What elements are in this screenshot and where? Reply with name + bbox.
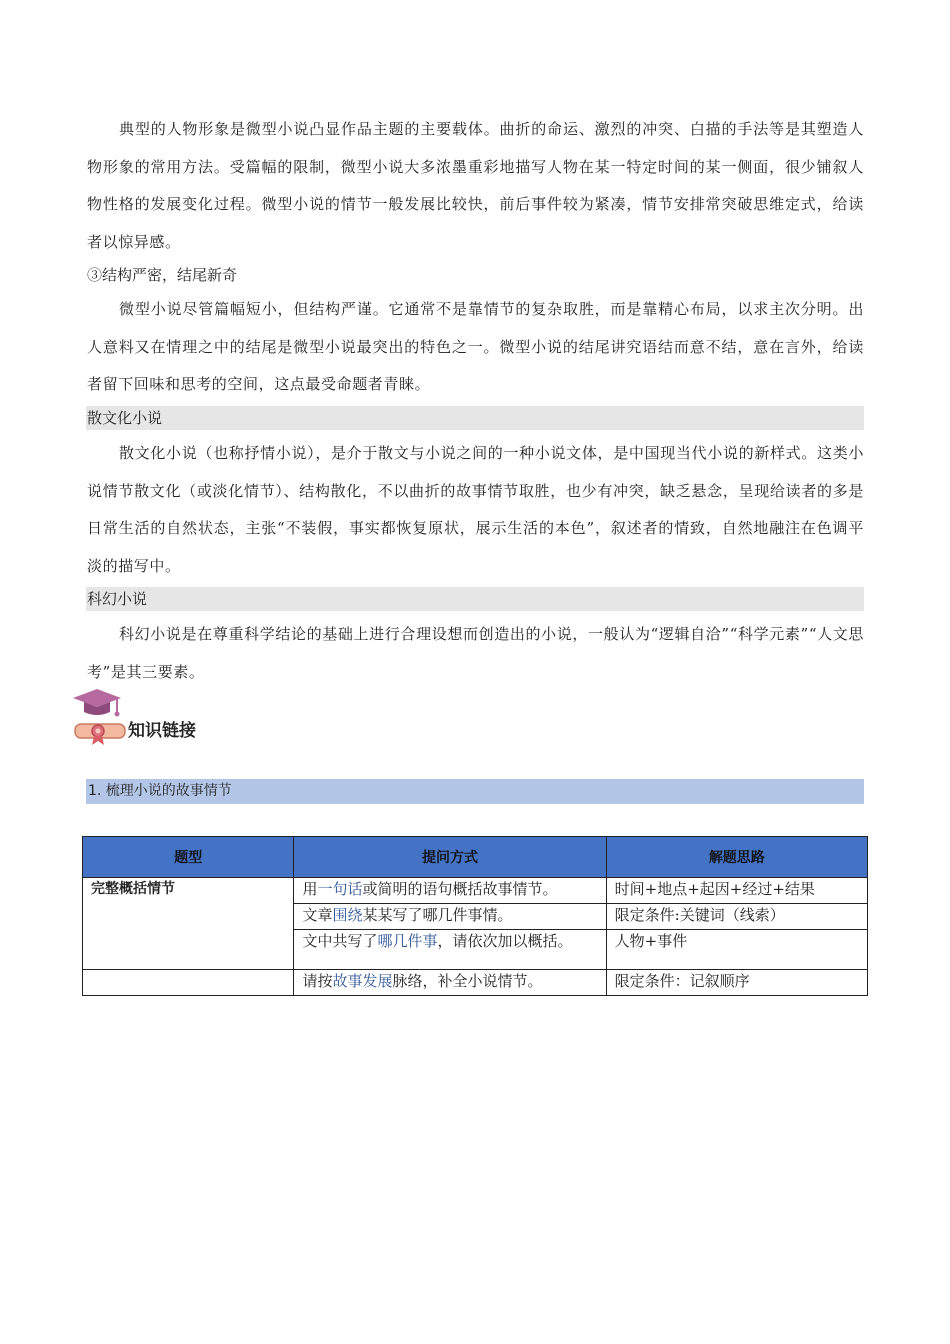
solution-cell: 时间+地点+起因+经过+结果 [606, 878, 867, 904]
knowledge-link-title: 知识链接 [128, 721, 196, 741]
paragraph-character: 典型的人物形象是微型小说凸显作品主题的主要载体。曲折的命运、激烈的冲突、白描的手法等是其塑造人物形象的常用方法。受篇幅的限制，微型小说大多浓墨重彩地描写人物在某一特定时间的某一侧面，很少铺叙人物性格的发展变化过程。微型小说的情节一般发展比较快，前后事件较为紧凑，情节安排常突破思维定式，给读者以惊异感。 [87, 120, 864, 251]
paragraph-scifi-novel: 科幻小说是在尊重科学结论的基础上进行合理设想而创造出的小说，一般认为“逻辑自洽”“科学元素”“人文思考”是其三要素。 [87, 625, 864, 681]
question-form-cell: 请按故事发展脉络，补全小说情节。 [294, 970, 606, 996]
subheading-structure: ③结构严密，结尾新奇 [87, 266, 238, 284]
table-row [83, 878, 868, 904]
solution-cell: 人物+事件 [606, 930, 867, 970]
header-question-type: 题型 [83, 837, 294, 878]
question-form-cell: 用一句话或简明的语句概括故事情节。 [294, 878, 606, 904]
question-form-cell: 文章围绕某某写了哪几件事情。 [294, 904, 606, 930]
table-header-row [83, 837, 868, 878]
paragraph-prose-novel: 散文化小说（也称抒情小说），是介于散文与小说之间的一种小说文体，是中国现当代小说的新样式。这类小说情节散文化（或淡化情节）、结构散化，不以曲折的故事情节取胜，也少有冲突，缺乏悬念，呈现给读者的多是日常生活的自然状态，主张“不装假，事实都恢复原状，展示生活的本色”，叙述者的情致，自然地融注在色调平淡的描写中。 [87, 444, 864, 575]
question-form-cell: 文中共写了哪几件事，请依次加以概括。 [294, 930, 606, 970]
solution-cell: 限定条件:关键词（线索） [606, 904, 867, 930]
solution-cell: 限定条件：记叙顺序 [606, 970, 867, 996]
section-story-plot: 1. 梳理小说的故事情节 [86, 779, 864, 804]
paragraph-structure: 微型小说尽管篇幅短小，但结构严谨。它通常不是靠情节的复杂取胜，而是靠精心布局，以求主次分明。出人意料又在情理之中的结尾是微型小说最突出的特色之一。微型小说的结尾讲究语结而意不结，意在言外，给读者留下回味和思考的空间，这点最受命题者青睐。 [87, 300, 864, 393]
graduation-cap-diploma-icon [70, 686, 130, 748]
header-question-form: 提问方式 [294, 837, 606, 878]
question-type-table [82, 836, 868, 996]
header-solution-approach: 解题思路 [606, 837, 867, 878]
section-prose-novel: 散文化小说 [86, 406, 864, 430]
table-row [83, 970, 868, 996]
section-scifi-novel: 科幻小说 [86, 587, 864, 611]
question-type-cell: 完整概括情节 [83, 878, 294, 970]
question-type-cell-empty [83, 970, 294, 996]
